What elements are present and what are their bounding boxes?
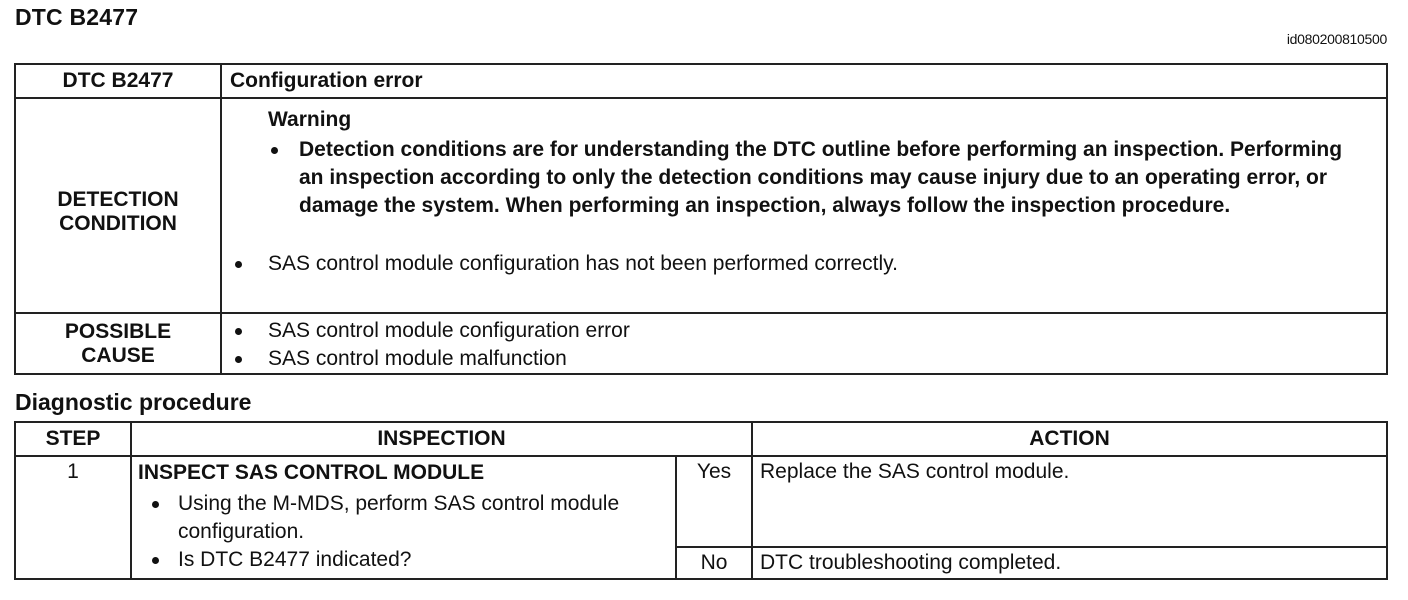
possible-cause-label-line2: CAUSE [81,343,155,367]
list-item [138,546,675,574]
possible-cause-content [221,313,1387,374]
bullet-icon [235,328,242,335]
page-title: DTC B2477 [15,4,139,30]
inspection-cell [131,456,676,579]
column-header-action: ACTION [752,422,1387,456]
detection-label-line1: DETECTION [57,187,179,211]
column-header-step: STEP [15,422,131,456]
dtc-label: DTC B2477 [15,64,221,98]
list-item [138,490,675,546]
yes-action: Replace the SAS control module. [752,456,1387,547]
table-header-row [15,422,1387,456]
warning-block [222,99,1386,220]
step-number: 1 [15,456,131,579]
cause-item-text: SAS control module malfunction [268,347,567,370]
inspection-item-text: Using the M-MDS, perform SAS control module configuration. [178,492,620,543]
yes-label: Yes [676,456,752,547]
section-title: Diagnostic procedure [15,389,252,415]
table-row [15,456,1387,547]
warning-text: Detection conditions are for understanding the DTC outline before performing an inspection. Performing an inspection according to only the detection conditions may cause injury due to an operating error, or damage the system. When performing an inspection, always follow the inspection procedure. [299,138,1343,217]
inspection-item-text: Is DTC B2477 indicated? [178,548,412,571]
detection-label [15,98,221,313]
warning-title: Warning [268,108,352,131]
possible-cause-list [222,317,1386,373]
bullet-icon [271,147,278,154]
warning-list [268,136,1386,220]
cause-item-text: SAS control module configuration error [268,319,630,342]
diagnostic-procedure-table [14,421,1388,580]
inspection-title: INSPECT SAS CONTROL MODULE [138,461,485,484]
detection-content [221,98,1387,313]
possible-cause-row [15,313,1387,374]
list-item [222,250,1386,278]
inspection-list [138,490,675,574]
document-id: id080200810500 [1286,31,1387,47]
bullet-icon [235,261,242,268]
detection-item-text: SAS control module configuration has not been performed correctly. [268,252,898,275]
possible-cause-label-line1: POSSIBLE [64,319,172,343]
dtc-row [15,64,1387,98]
no-action: DTC troubleshooting completed. [752,547,1387,579]
dtc-info-table [14,63,1388,375]
bullet-icon [152,501,159,508]
list-item [222,345,1386,373]
detection-label-line2: CONDITION [59,211,177,235]
bullet-icon [235,356,242,363]
detection-conditions-list [222,250,1386,278]
warning-item [268,136,1386,220]
detection-row [15,98,1387,313]
possible-cause-label [15,313,221,374]
list-item [222,317,1386,345]
no-label: No [676,547,752,579]
dtc-value: Configuration error [221,64,1387,98]
column-header-inspection: INSPECTION [131,422,752,456]
bullet-icon [152,557,159,564]
